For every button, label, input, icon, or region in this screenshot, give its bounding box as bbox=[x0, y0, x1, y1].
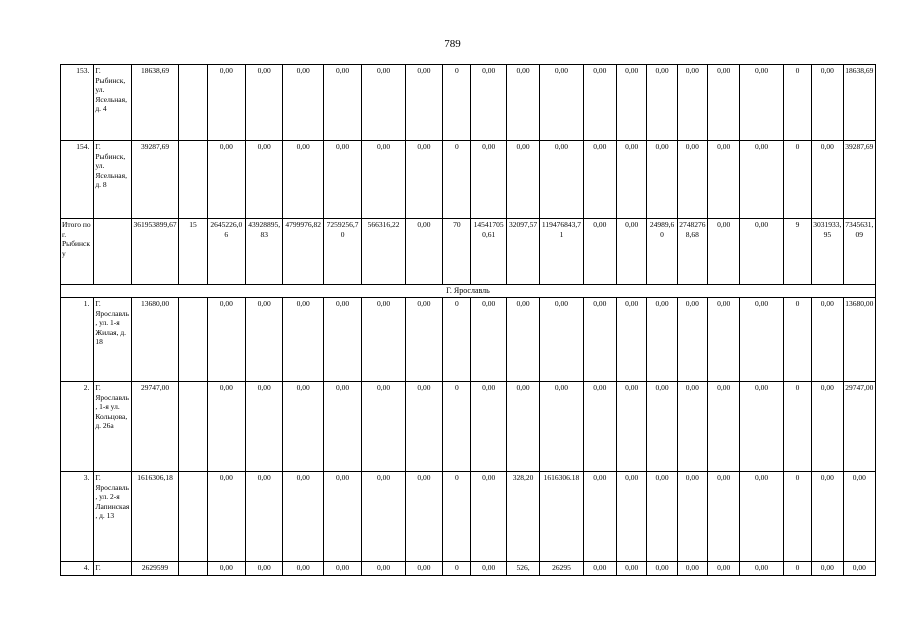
row-number: 1. bbox=[61, 298, 94, 382]
cell: 0,00 bbox=[812, 298, 843, 382]
cell: 0,00 bbox=[812, 141, 843, 219]
cell: 0,00 bbox=[246, 65, 283, 141]
cell: 1616306.18 bbox=[540, 472, 583, 562]
cell: 0 bbox=[783, 141, 811, 219]
cell: 43928895,83 bbox=[246, 219, 283, 285]
row-number: 153. bbox=[61, 65, 94, 141]
cell: 0,00 bbox=[362, 65, 405, 141]
cell: 32097,57 bbox=[506, 219, 539, 285]
cell: 0,00 bbox=[405, 65, 442, 141]
cell: 0 bbox=[443, 382, 471, 472]
cell: 0,00 bbox=[540, 65, 583, 141]
cell: 0,00 bbox=[740, 562, 783, 576]
cell: 0,00 bbox=[540, 382, 583, 472]
cell: 0,00 bbox=[740, 298, 783, 382]
cell: 0,00 bbox=[362, 141, 405, 219]
cell bbox=[179, 298, 207, 382]
table-row bbox=[61, 382, 876, 472]
cell: 0,00 bbox=[843, 472, 876, 562]
cell: 7345631,09 bbox=[843, 219, 876, 285]
cell: 0,00 bbox=[647, 472, 677, 562]
cell: 0,00 bbox=[246, 382, 283, 472]
cell: 39287,69 bbox=[843, 141, 876, 219]
cell: 0,00 bbox=[323, 472, 361, 562]
total-cell: 1616306,18 bbox=[131, 472, 179, 562]
cell: 0,00 bbox=[812, 562, 843, 576]
address-cell: Г. Рыбинск, ул. Ясельная, д. 8 bbox=[94, 141, 131, 219]
cell: 0,00 bbox=[246, 298, 283, 382]
cell: 0,00 bbox=[708, 219, 740, 285]
cell: 0,00 bbox=[283, 472, 323, 562]
register-table bbox=[60, 64, 876, 576]
cell: 0,00 bbox=[506, 382, 539, 472]
cell: 0,00 bbox=[283, 562, 323, 576]
total-label: Итого по г. Рыбинску bbox=[61, 219, 94, 285]
cell: 0,00 bbox=[246, 472, 283, 562]
cell: 0,00 bbox=[362, 382, 405, 472]
cell: 7259256,70 bbox=[323, 219, 361, 285]
cell: 2645226,06 bbox=[207, 219, 245, 285]
cell: 0,00 bbox=[647, 562, 677, 576]
cell: 0,00 bbox=[677, 472, 707, 562]
cell: 13680,00 bbox=[843, 298, 876, 382]
cell: 15 bbox=[179, 219, 207, 285]
cell: 0,00 bbox=[677, 562, 707, 576]
cell: 14541705 0,61 bbox=[471, 219, 506, 285]
cell: 70 bbox=[443, 219, 471, 285]
cell: 0,00 bbox=[583, 562, 616, 576]
cell: 0,00 bbox=[617, 141, 647, 219]
cell: 18638,69 bbox=[843, 65, 876, 141]
address-cell: Г. Ярославль, 1-я ул. Кольцова, д. 26а bbox=[94, 382, 131, 472]
cell: 0,00 bbox=[207, 562, 245, 576]
cell: 0,00 bbox=[617, 562, 647, 576]
cell: 0,00 bbox=[677, 141, 707, 219]
cell: 0,00 bbox=[740, 382, 783, 472]
cell: 0 bbox=[443, 298, 471, 382]
cell: 119476843,71 bbox=[540, 219, 583, 285]
cell: 0,00 bbox=[708, 141, 740, 219]
cell: 0,00 bbox=[583, 219, 616, 285]
cell: 4799976,82 bbox=[283, 219, 323, 285]
cell: 0,00 bbox=[583, 472, 616, 562]
total-row bbox=[61, 219, 876, 285]
cell: 0,00 bbox=[583, 141, 616, 219]
cell: 0,00 bbox=[583, 382, 616, 472]
cell: 0,00 bbox=[647, 65, 677, 141]
cell bbox=[179, 382, 207, 472]
cell bbox=[179, 472, 207, 562]
table-row bbox=[61, 472, 876, 562]
cell: 526, bbox=[506, 562, 539, 576]
cell: 0 bbox=[783, 298, 811, 382]
cell: 0,00 bbox=[812, 65, 843, 141]
cell: 0 bbox=[443, 141, 471, 219]
cell: 0,00 bbox=[405, 141, 442, 219]
cell: 0,00 bbox=[283, 298, 323, 382]
cell: 0,00 bbox=[471, 472, 506, 562]
cell: 0,00 bbox=[207, 298, 245, 382]
cell: 0,00 bbox=[740, 219, 783, 285]
cell: 0,00 bbox=[207, 65, 245, 141]
cell: 0 bbox=[783, 472, 811, 562]
cell: 0,00 bbox=[471, 141, 506, 219]
row-number: 3. bbox=[61, 472, 94, 562]
cell: 0,00 bbox=[708, 472, 740, 562]
cell: 0,00 bbox=[405, 562, 442, 576]
cell: 0 bbox=[443, 65, 471, 141]
cell: 0,00 bbox=[677, 65, 707, 141]
total-cell: 29747,00 bbox=[131, 382, 179, 472]
cell: 0,00 bbox=[812, 472, 843, 562]
row-number: 4. bbox=[61, 562, 94, 576]
cell: 0,00 bbox=[677, 382, 707, 472]
cell: 0,00 bbox=[843, 562, 876, 576]
cell: 0,00 bbox=[708, 298, 740, 382]
cell: 27482768,68 bbox=[677, 219, 707, 285]
total-cell: 18638,69 bbox=[131, 65, 179, 141]
cell: 0,00 bbox=[647, 298, 677, 382]
cell: 0,00 bbox=[323, 562, 361, 576]
address-cell: Г. Ярославль, ул. 2-я Лапинская, д. 13 bbox=[94, 472, 131, 562]
cell: 0,00 bbox=[405, 472, 442, 562]
cell: 0,00 bbox=[362, 298, 405, 382]
cell: 0,00 bbox=[471, 562, 506, 576]
address-cell: Г. Ярославль, ул. 1-я Жилая, д. 18 bbox=[94, 298, 131, 382]
cell: 0,00 bbox=[207, 141, 245, 219]
cell: 0,00 bbox=[246, 141, 283, 219]
section-row bbox=[61, 285, 876, 298]
cell: 0,00 bbox=[283, 65, 323, 141]
cell: 0,00 bbox=[207, 382, 245, 472]
cell: 328,20 bbox=[506, 472, 539, 562]
total-cell: 361953899,67 bbox=[131, 219, 179, 285]
cell: 0,00 bbox=[583, 65, 616, 141]
total-cell: 13680,00 bbox=[131, 298, 179, 382]
cell: 0,00 bbox=[405, 219, 442, 285]
cell: 0,00 bbox=[708, 65, 740, 141]
cell: 0,00 bbox=[323, 141, 361, 219]
cell: 0 bbox=[783, 65, 811, 141]
cell: 0,00 bbox=[283, 141, 323, 219]
table-row bbox=[61, 141, 876, 219]
cell: 0,00 bbox=[323, 382, 361, 472]
cell: 0,00 bbox=[471, 65, 506, 141]
cell bbox=[179, 141, 207, 219]
address-cell: Г. bbox=[94, 562, 131, 576]
cell: 0,00 bbox=[647, 382, 677, 472]
cell: 0,00 bbox=[647, 141, 677, 219]
cell: 0,00 bbox=[617, 219, 647, 285]
cell: 0 bbox=[783, 562, 811, 576]
total-cell: 2629599 bbox=[131, 562, 179, 576]
table-row bbox=[61, 298, 876, 382]
cell: 0,00 bbox=[362, 562, 405, 576]
cell: 0,00 bbox=[740, 472, 783, 562]
cell: 26295 bbox=[540, 562, 583, 576]
cell: 0,00 bbox=[405, 298, 442, 382]
cell: 0,00 bbox=[323, 65, 361, 141]
cell: 0,00 bbox=[506, 65, 539, 141]
cell: 0 bbox=[783, 382, 811, 472]
table-row bbox=[61, 562, 876, 576]
page-number: 789 bbox=[444, 38, 461, 50]
cell: 3031933,95 bbox=[812, 219, 843, 285]
cell: 566316,22 bbox=[362, 219, 405, 285]
cell: 0,00 bbox=[207, 472, 245, 562]
cell: 0,00 bbox=[740, 65, 783, 141]
total-cell: 39287,69 bbox=[131, 141, 179, 219]
cell: 0,00 bbox=[471, 298, 506, 382]
cell: 0,00 bbox=[246, 562, 283, 576]
table-row bbox=[61, 65, 876, 141]
cell: 0 bbox=[443, 562, 471, 576]
cell: 0,00 bbox=[506, 141, 539, 219]
cell: 0,00 bbox=[405, 382, 442, 472]
cell: 0,00 bbox=[617, 472, 647, 562]
row-number: 2. bbox=[61, 382, 94, 472]
cell: 0,00 bbox=[471, 382, 506, 472]
cell: 0,00 bbox=[283, 382, 323, 472]
section-title: Г. Ярославль bbox=[61, 285, 876, 298]
cell: 0,00 bbox=[362, 472, 405, 562]
cell: 0,00 bbox=[617, 65, 647, 141]
cell: 0,00 bbox=[812, 382, 843, 472]
cell: 9 bbox=[783, 219, 811, 285]
address-cell bbox=[94, 219, 131, 285]
cell: 0,00 bbox=[708, 382, 740, 472]
cell: 0,00 bbox=[708, 562, 740, 576]
cell: 24989,60 bbox=[647, 219, 677, 285]
row-number: 154. bbox=[61, 141, 94, 219]
cell: 0,00 bbox=[677, 298, 707, 382]
cell: 0,00 bbox=[617, 382, 647, 472]
cell bbox=[179, 65, 207, 141]
cell: 0,00 bbox=[540, 298, 583, 382]
cell: 0,00 bbox=[540, 141, 583, 219]
cell: 0,00 bbox=[740, 141, 783, 219]
cell: 0,00 bbox=[323, 298, 361, 382]
cell: 0,00 bbox=[506, 298, 539, 382]
address-cell: Г. Рыбинск, ул. Ясельная, д. 4 bbox=[94, 65, 131, 141]
cell: 29747,00 bbox=[843, 382, 876, 472]
cell: 0 bbox=[443, 472, 471, 562]
cell bbox=[179, 562, 207, 576]
cell: 0,00 bbox=[583, 298, 616, 382]
cell: 0,00 bbox=[617, 298, 647, 382]
